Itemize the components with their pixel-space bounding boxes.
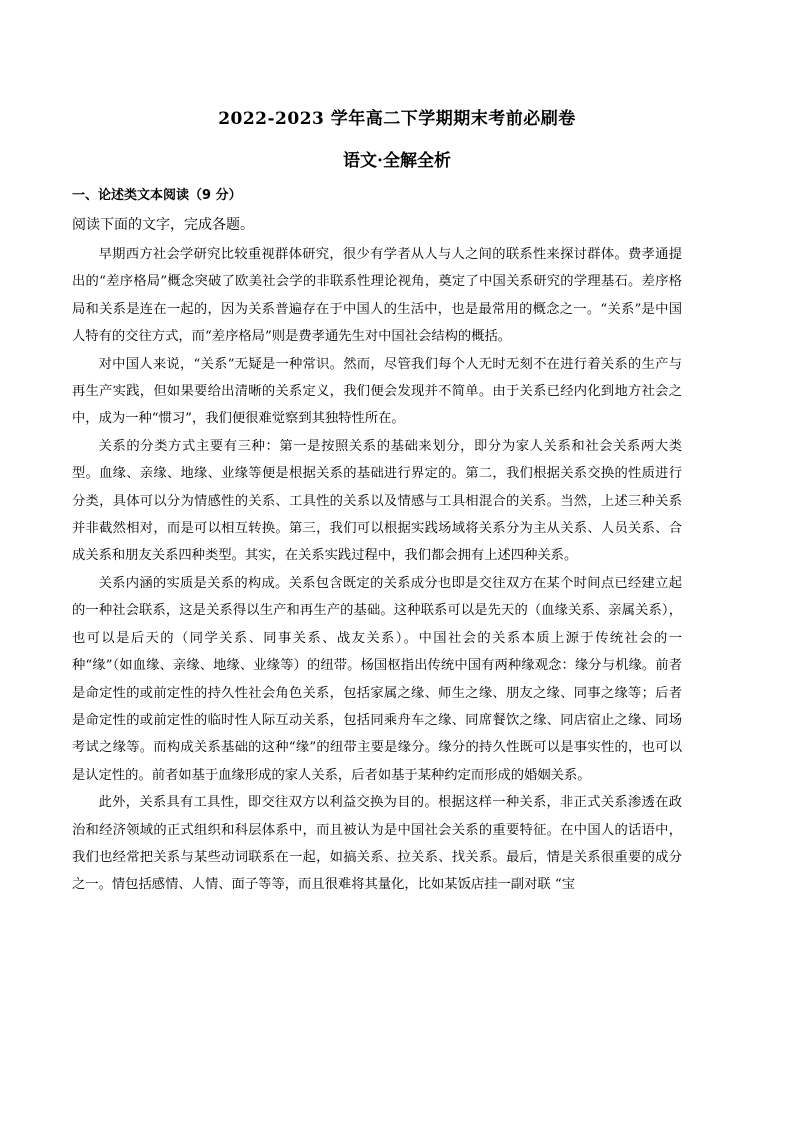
passage-paragraph: 早期西方社会学研究比较重视群体研究，很少有学者从人与人之间的联系性来探讨群体。费孝通提出的“差序格局”概念突破了欧美社会学的非联系性理论视角，奠定了中国关系研究的学理基石。差序格局和关系是连在一起的，因为关系普遍存在于中国人的生活中，也是最常用的概念之一。“关系”是中国人特有的交往方式，而“差序格局”则是费孝通先生对中国社会结构的概括。 xyxy=(72,247,682,345)
reading-passage xyxy=(72,241,682,899)
document-subtitle: 语文·全解全析 xyxy=(343,151,451,171)
passage-paragraph: 关系内涵的实质是关系的构成。关系包含既定的关系成分也即是交往双方在某个时间点已经建立起的一种社会联系，这是关系得以生产和再生产的基础。这种联系可以是先天的（血缘关系、亲属关系），也可以是后天的（同学关系、同事关系、战友关系）。中国社会的关系本质上源于传统社会的一种“缘”（如血缘、亲缘、地缘、业缘等）的纽带。杨国枢指出传统中国有两种缘观念：缘分与机缘。前者是命定性的或前定性的持久性社会角色关系，包括家属之缘、师生之缘、朋友之缘、同事之缘等；后者是命定性的或前定性的临时性人际互动关系，包括同乘舟车之缘、同席餐饮之缘、同店宿止之缘、同场考试之缘等。而构成关系基础的这种“缘”的纽带主要是缘分。缘分的持久性既可以是事实性的，也可以是认定性的。前者如基于血缘形成的家人关系，后者如基于某种约定而形成的婚姻关系。 xyxy=(72,575,682,783)
reading-instruction: 阅读下面的文字，完成各题。 xyxy=(72,217,254,233)
passage-paragraph: 对中国人来说，“关系”无疑是一种常识。然而，尽管我们每个人无时无刻不在进行着关系的生产与再生产实践，但如果要给出清晰的关系定义，我们便会发现并不简单。由于关系已经内化到地方社会之中，成为一种“惯习”，我们便很难觉察到其独特性所在。 xyxy=(72,356,682,427)
section-heading: 一、论述类文本阅读（9 分） xyxy=(72,188,242,203)
passage-paragraph: 此外，关系具有工具性，即交往双方以利益交换为目的。根据这样一种关系，非正式关系渗透在政治和经济领域的正式组织和科层体系中，而且被认为是中国社会关系的重要特征。在中国人的话语中，我们也经常把关系与某些动词联系在一起，如搞关系、拉关系、找关系。最后，情是关系很重要的成分之一。情包括感情、人情、面子等等，而且很难将其量化，比如某饭店挂一副对联 “宝 xyxy=(72,795,682,893)
passage-paragraph: 关系的分类方式主要有三种：第一是按照关系的基础来划分，即分为家人关系和社会关系两大类型。血缘、亲缘、地缘、业缘等便是根据关系的基础进行界定的。第二，我们根据关系交换的性质进行分类，具体可以分为情感性的关系、工具性的关系以及情感与工具相混合的关系。当然，上述三种关系并非截然相对，而是可以相互转换。第三，我们可以根据实践场域将关系分为主从关系、人员关系、合成关系和朋友关系四种类型。其实，在关系实践过程中，我们都会拥有上述四种关系。 xyxy=(72,438,682,564)
document-title: 2022-2023 学年高二下学期期末考前必刷卷 xyxy=(218,109,576,129)
